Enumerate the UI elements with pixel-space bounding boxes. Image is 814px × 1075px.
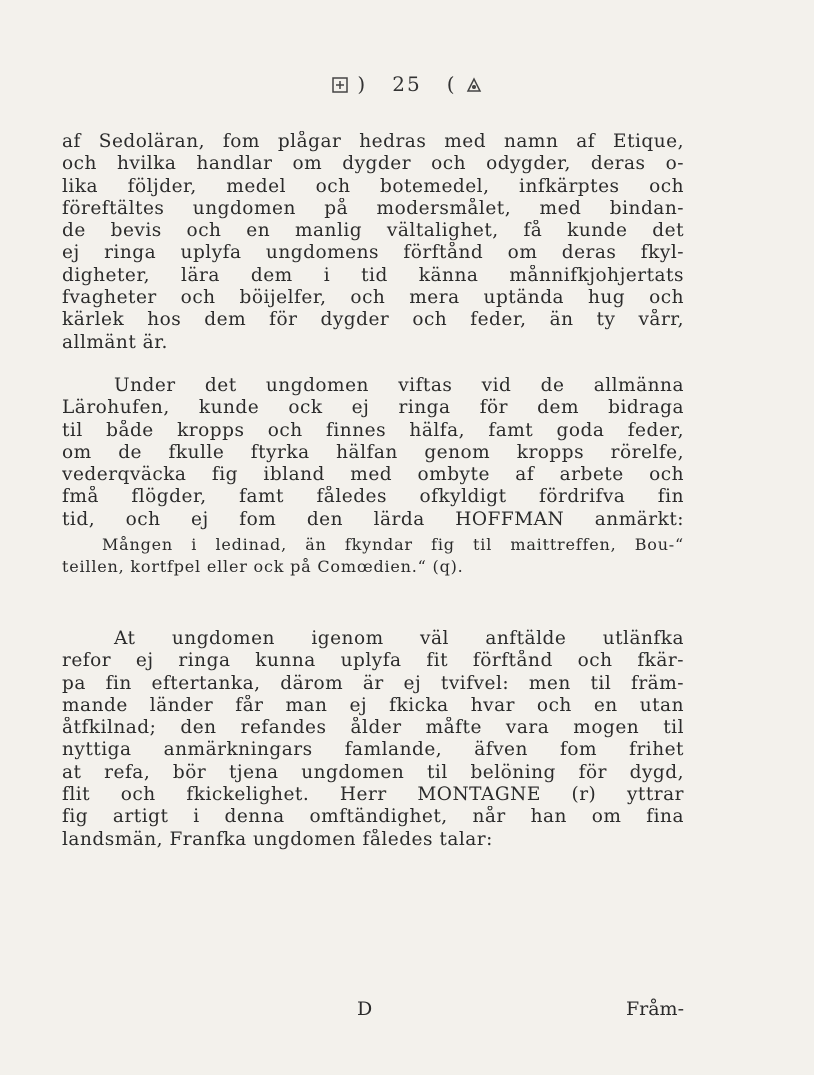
text-line: kärlek hos dem för dygder och feder, än ty vårr, [62,309,684,331]
text-line: föreftältes ungdomen på modersmålet, med bindan- [62,197,684,219]
text-line: at refa, bör tjena ungdomen til belöning för dygd, [62,761,684,783]
text-line: tid, och ej fom den lärda HOFFMAN anmärkt: [62,508,684,530]
text-line: til både kropps och finnes hälfa, famt goda feder, [62,419,684,441]
text-line: allmänt är. [62,331,168,353]
quote-line: teillen, kortfpel eller ock på Comœdien.“ (q). [62,557,464,577]
paragraph-2 [62,375,684,531]
signature-mark: D [357,998,373,1020]
catchword: Fråm- [625,998,684,1020]
text-line: lika följder, medel och botemedel, infkärptes och [62,175,684,197]
quote-block [62,534,684,579]
text-line: mande länder får man ej fkicka hvar och en utan [62,694,684,716]
text-line: nyttiga anmärkningars famlande, äfven fom frihet [62,739,684,761]
page-number: 25 [392,72,422,96]
text-line: landsmän, Franfka ungdomen fåledes talar: [62,828,493,850]
left-bracket: ) [357,72,368,96]
text-line: åtfkilnad; den refandes ålder måfte vara mogen til [62,717,684,739]
ornament-right-icon [465,75,483,93]
text-line: fvagheter och böijelfer, och mera uptända hug och [62,287,684,309]
paragraph-1 [62,131,684,354]
paragraph-3 [62,628,684,851]
right-bracket: ( [446,72,457,96]
text-line: Under det ungdomen viftas vid de allmänna [114,375,684,396]
text-line: fig artigt i denna omftändighet, når han om fina [62,806,684,828]
text-line: de bevis och en manlig vältalighet, få kunde det [62,220,684,242]
text-line: flit och fkickelighet. Herr MONTAGNE (r) yttrar [62,784,684,806]
text-line: pa fin eftertanka, därom är ej tvifvel: men til främ- [62,672,684,694]
text-line: om de fkulle ftyrka hälfan genom kropps rörelfe, [62,441,684,463]
running-head [0,72,814,96]
text-line: vederqväcka fig ibland med ombyte af arbete och [62,464,684,486]
text-line: digheter, lära dem i tid känna månnifkjohjertats [62,264,684,286]
text-line: refor ej ringa kunna uplyfa fit förftånd och fkär- [62,650,684,672]
quote-line: Mången i ledinad, än fkyndar fig til maittreffen, Bou-“ [102,535,684,554]
text-line: och hvilka handlar om dygder och odygder, deras o- [62,153,684,175]
text-line: Lärohufen, kunde ock ej ringa för dem bidraga [62,397,684,419]
text-line: ej ringa uplyfa ungdomens förftånd om deras fkyl- [62,242,684,264]
text-line: fmå flögder, famt fåledes ofkyldigt fördrifva fin [62,486,684,508]
text-line: af Sedoläran, fom plågar hedras med namn af Etique, [62,131,684,152]
text-line: At ungdomen igenom väl anftälde utlänfka [114,628,684,649]
ornament-left-icon [331,75,349,93]
